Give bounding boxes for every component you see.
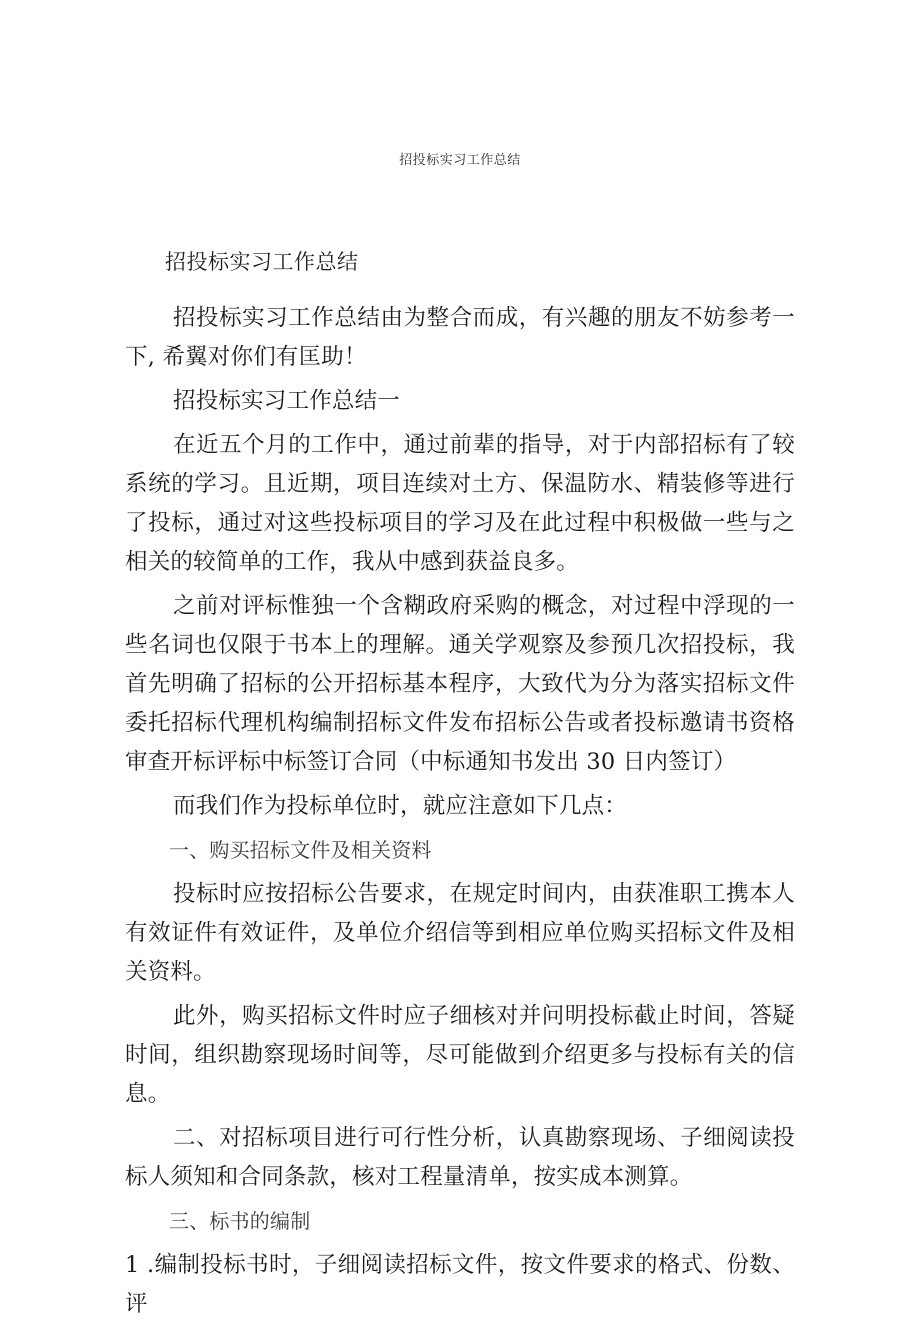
running-header: 招投标实习工作总结	[399, 153, 521, 168]
paragraph-five-months: 在近五个月的工作中，通过前辈的指导，对于内部招标有了较系统的学习。且近期，项目连续对土方、保温防水、精装修等进行了投标，通过对这些投标项目的学习及在此过程中积极做一些与之相关的较简单的工作，我从中感到获益良多。	[125, 432, 795, 575]
heading-section-one: 一、购买招标文件及相关资料	[169, 838, 432, 862]
list-item-one: 1 .编制投标书时，子细阅读招标文件，按文件要求的格式、份数、评	[125, 1252, 795, 1317]
paragraph-bidding-process: 之前对评标惟独一个含糊政府采购的概念，对过程中浮现的一些名词也仅限于书本上的理解。通关学观察及参预几次招投标，我首先明确了招标的公开招标基本程序，大致代为分为落实招标文件委托招标代理机构编制招标文件发布招标公告或者投标邀请书资格审查开标评标中标签订合同（中标通知书发出 30 日内签订）	[125, 593, 795, 775]
paragraph-section-two: 二、对招标项目进行可行性分析，认真勘察现场、子细阅读投标人须知和合同条款，核对工程量清单，按实成本测算。	[125, 1125, 795, 1190]
subtitle-part-one: 招投标实习工作总结一	[173, 388, 401, 414]
paragraph-check-deadlines: 此外，购买招标文件时应子细核对并问明投标截止时间，答疑时间，组织勘察现场时间等，尽可能做到介绍更多与投标有关的信息。	[125, 1003, 795, 1107]
page-title: 招投标实习工作总结	[165, 250, 359, 274]
intro-paragraph: 招投标实习工作总结由为整合而成，有兴趣的朋友不妨参考一下, 希翼对你们有匡助！	[125, 305, 795, 370]
document-body	[125, 243, 795, 1329]
paragraph-bidder-notes: 而我们作为投标单位时，就应注意如下几点：	[173, 793, 628, 819]
paragraph-purchase-docs: 投标时应按招标公告要求，在规定时间内，由获准职工携本人有效证件有效证件，及单位介绍信等到相应单位购买招标文件及相关资料。	[125, 881, 795, 985]
heading-section-three: 三、标书的编制	[169, 1209, 311, 1233]
